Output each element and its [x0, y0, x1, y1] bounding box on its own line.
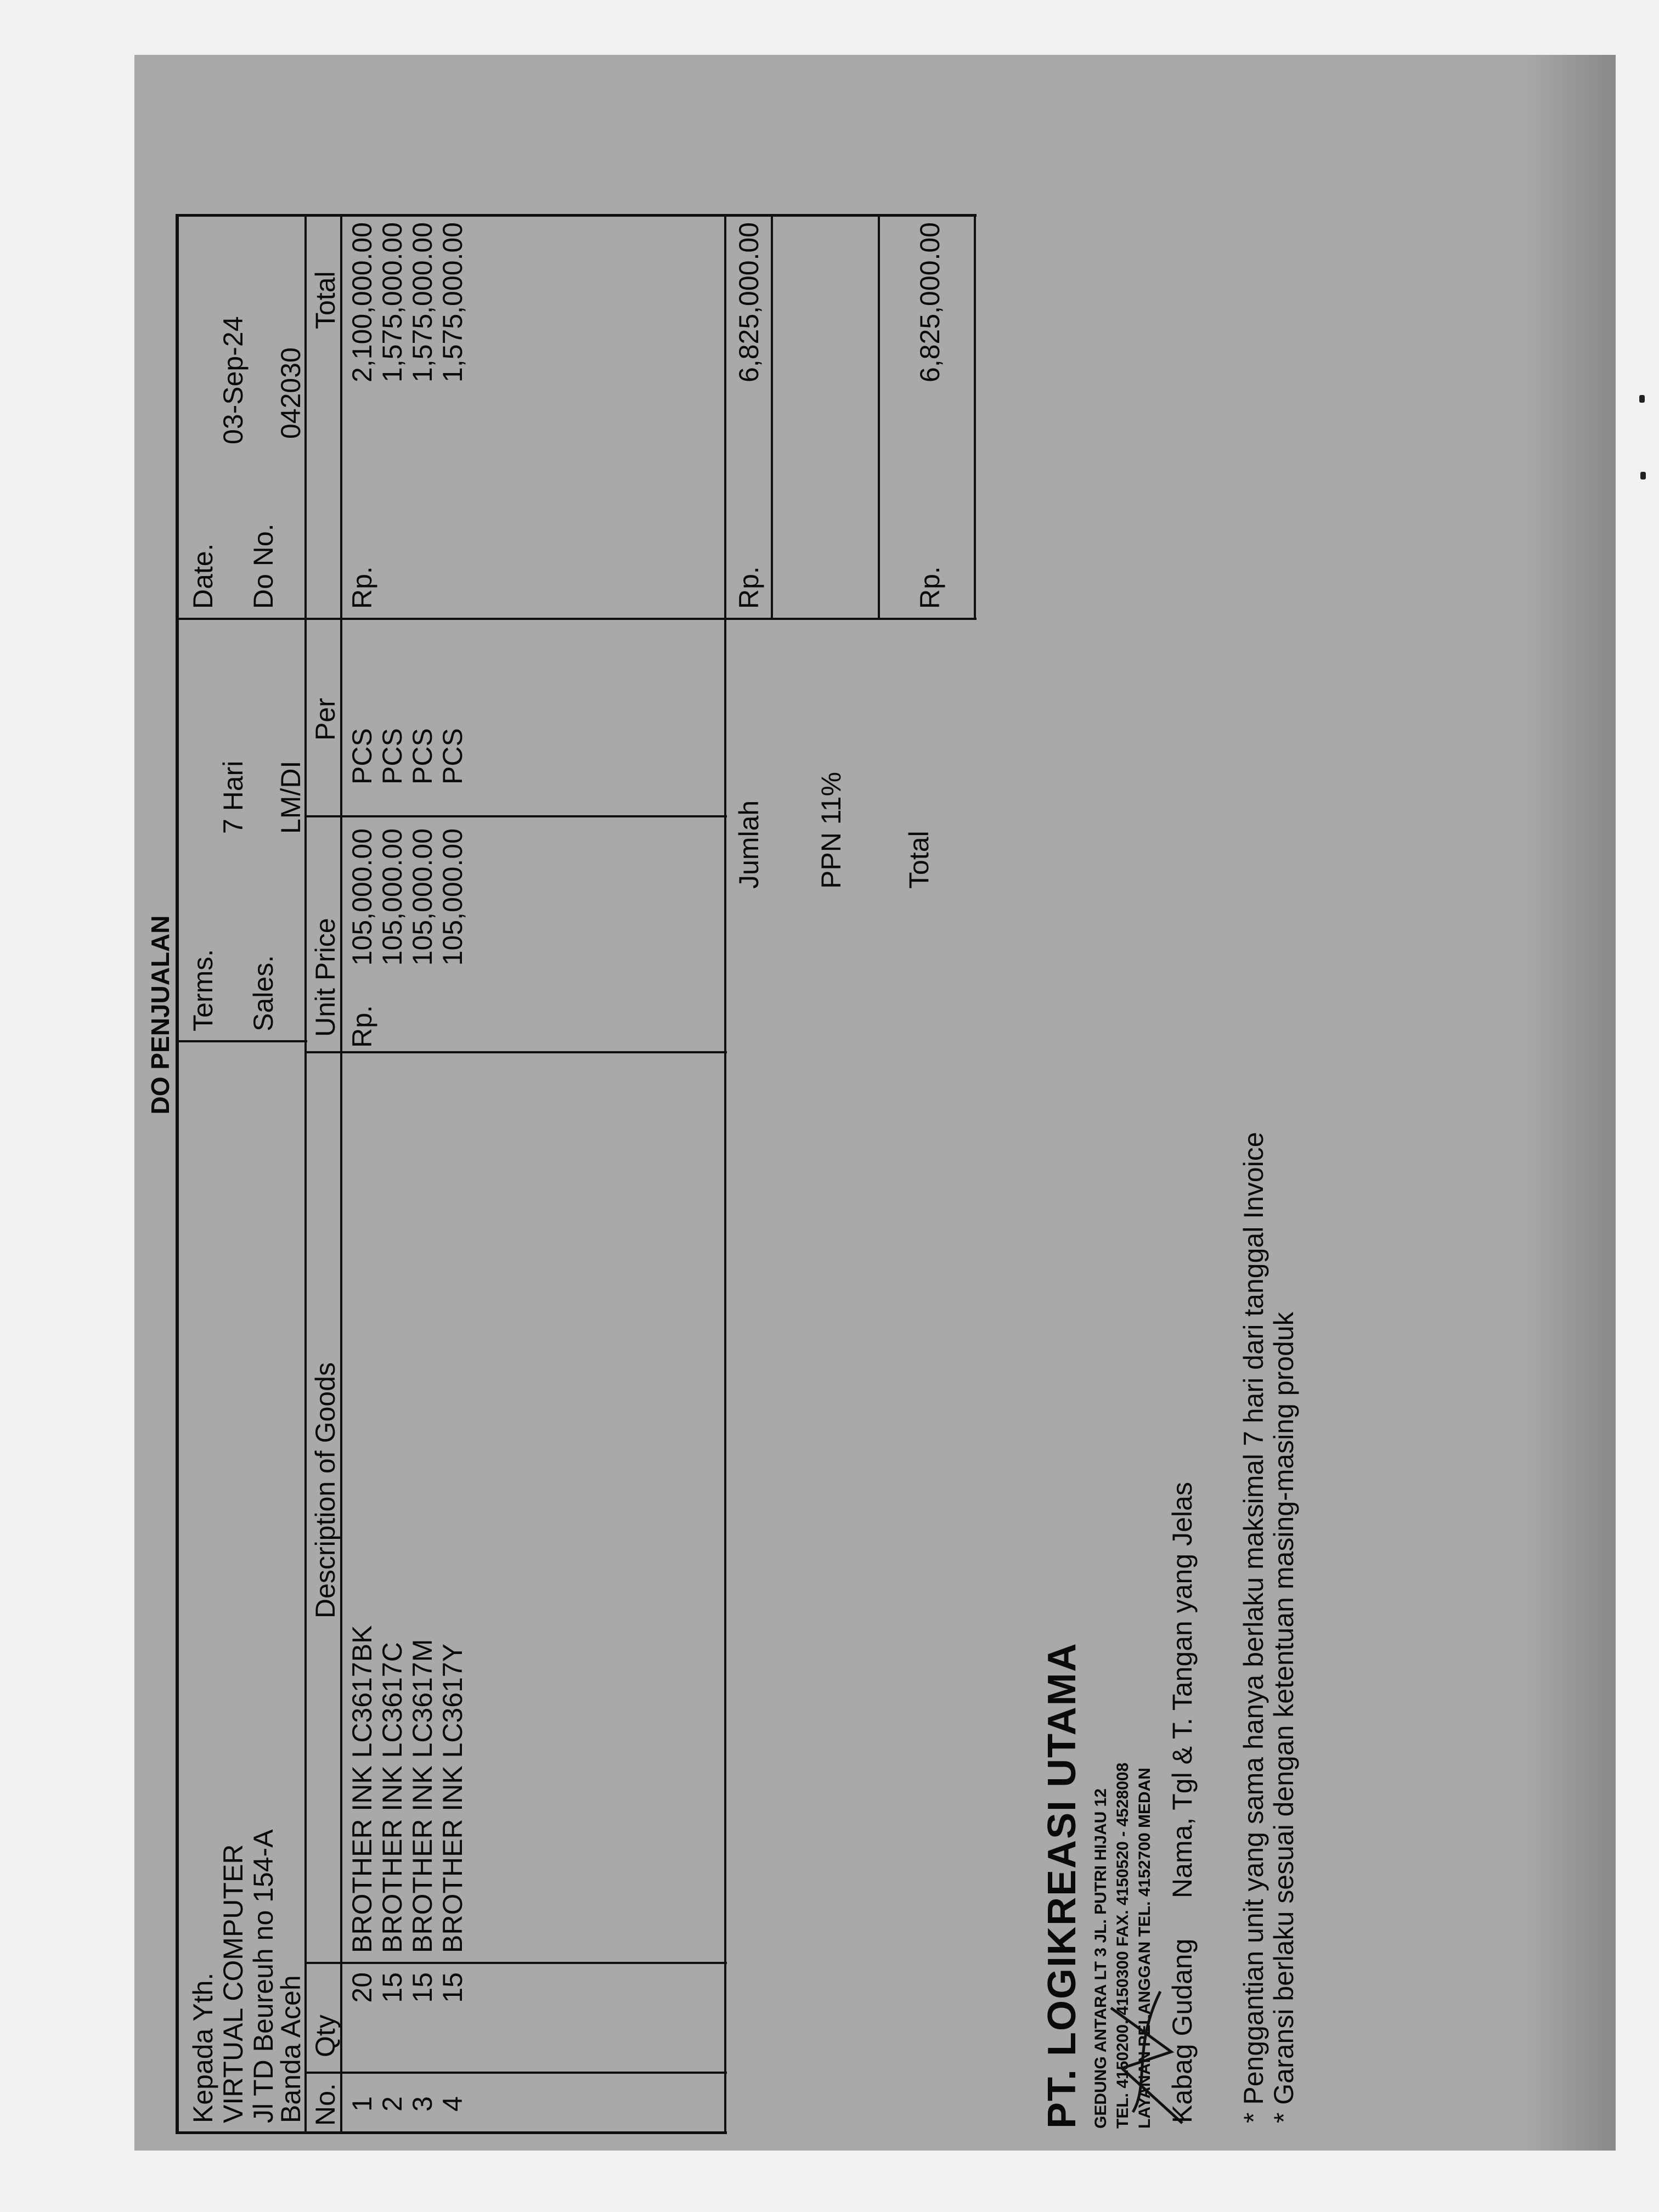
- sales-value: LM/DI: [275, 760, 306, 834]
- date-value: 03-Sep-24: [218, 316, 249, 444]
- table-border-right: [176, 214, 977, 217]
- total-currency: Rp.: [347, 566, 377, 609]
- item-unit-price: 105,000.00: [437, 828, 468, 966]
- company-stamp-name: PT. LOGIKREASI UTAMA: [1040, 1642, 1084, 2129]
- company-stamp-service: LAYANAN PELANGGAN TEL. 4152700 MEDAN: [1136, 1768, 1154, 2129]
- price-column-divider: [304, 815, 727, 817]
- subtotal-value: 6,825,000.00: [733, 222, 764, 382]
- column-header-total: Total: [310, 271, 341, 329]
- item-total: 1,575,000.00: [377, 222, 408, 382]
- item-unit: PCS: [377, 728, 408, 785]
- item-no: 4: [437, 2096, 468, 2112]
- total-column-divider: [176, 618, 977, 620]
- item-no: 1: [347, 2096, 377, 2112]
- table-border-bottom: [724, 214, 726, 2134]
- item-qty: 20: [347, 1972, 377, 2003]
- delivery-order-document: [134, 165, 1484, 2140]
- item-description: BROTHER INK LC3617Y: [437, 1643, 468, 1953]
- item-unit-price: 105,000.00: [407, 828, 438, 966]
- paper-shadow: [1522, 55, 1616, 2151]
- item-unit-price: 105,000.00: [347, 828, 377, 966]
- date-label: Date.: [188, 543, 218, 609]
- recipient-greeting: Kepada Yth.: [188, 1972, 218, 2123]
- signature-instruction: Nama, Tgl & T. Tangan yang Jelas: [1167, 1482, 1198, 1898]
- description-column-divider: [304, 1051, 727, 1053]
- item-unit: PCS: [347, 728, 377, 785]
- do-number-label: Do No.: [248, 523, 279, 609]
- unit-price-currency: Rp.: [347, 1005, 377, 1048]
- item-no: 3: [407, 2096, 438, 2112]
- no-column-divider: [304, 2072, 727, 2074]
- recipient-name: VIRTUAL COMPUTER: [218, 1844, 249, 2123]
- column-header-divider: [340, 214, 342, 2134]
- note-warranty: * Garansi berlaku sesuai dengan ketentuan masing-masing produk: [1268, 1312, 1299, 2123]
- header-column-divider: [176, 1040, 307, 1042]
- subtotal-currency: Rp.: [733, 566, 764, 609]
- item-description: BROTHER INK LC3617C: [377, 1642, 408, 1953]
- do-number-value: 042030: [275, 347, 306, 439]
- grand-total-value: 6,825,000.00: [915, 222, 945, 382]
- company-stamp-address: GEDUNG ANTARA LT 3 JL. PUTRI HIJAU 12: [1092, 1788, 1110, 2129]
- recipient-city: Banda Aceh: [275, 1975, 306, 2123]
- column-header-per: Per: [310, 698, 341, 741]
- binder-hole: [1640, 472, 1646, 479]
- item-qty: 15: [437, 1972, 468, 2003]
- header-divider: [304, 214, 307, 2134]
- table-border-left: [176, 2131, 727, 2134]
- column-header-unit-price: Unit Price: [310, 918, 341, 1037]
- table-border-top: [176, 214, 179, 2134]
- signature-role: Kabag Gudang: [1167, 1938, 1198, 2123]
- company-stamp-phone: TEL. 4150200, 4150300 FAX. 4150520 - 4528008: [1114, 1762, 1132, 2129]
- item-qty: 15: [407, 1972, 438, 2003]
- item-description: BROTHER INK LC3617BK: [347, 1625, 377, 1953]
- binder-hole: [1639, 395, 1645, 403]
- recipient-address: Jl TD Beureuh no 154-A: [248, 1829, 279, 2123]
- subtotal-label: Jumlah: [733, 800, 764, 889]
- item-description: BROTHER INK LC3617M: [407, 1639, 438, 1953]
- tax-label: PPN 11%: [816, 771, 847, 889]
- item-qty: 15: [377, 1972, 408, 2003]
- grand-total-currency: Rp.: [915, 566, 945, 609]
- grand-total-label: Total: [904, 831, 934, 889]
- column-header-qty: Qty: [310, 2015, 341, 2057]
- sales-label: Sales.: [248, 955, 279, 1031]
- item-no: 2: [377, 2096, 408, 2112]
- item-total: 1,575,000.00: [407, 222, 438, 382]
- item-unit: PCS: [407, 728, 438, 785]
- summary-divider: [771, 214, 773, 620]
- summary-border-bottom: [974, 214, 976, 620]
- summary-divider: [878, 214, 880, 620]
- column-header-description: Description of Goods: [310, 1362, 341, 1618]
- item-unit: PCS: [437, 728, 468, 785]
- item-unit-price: 105,000.00: [377, 828, 408, 966]
- qty-column-divider: [304, 1962, 727, 1964]
- terms-value: 7 Hari: [218, 760, 249, 834]
- column-header-no: No.: [310, 2083, 341, 2126]
- item-total: 1,575,000.00: [437, 222, 468, 382]
- document-title: DO PENJUALAN: [146, 915, 174, 1115]
- note-replacement: * Penggantian unit yang sama hanya berlaku maksimal 7 hari dari tanggal Invoice: [1238, 1132, 1269, 2123]
- terms-label: Terms.: [188, 949, 218, 1031]
- item-total: 2,100,000.00: [347, 222, 377, 382]
